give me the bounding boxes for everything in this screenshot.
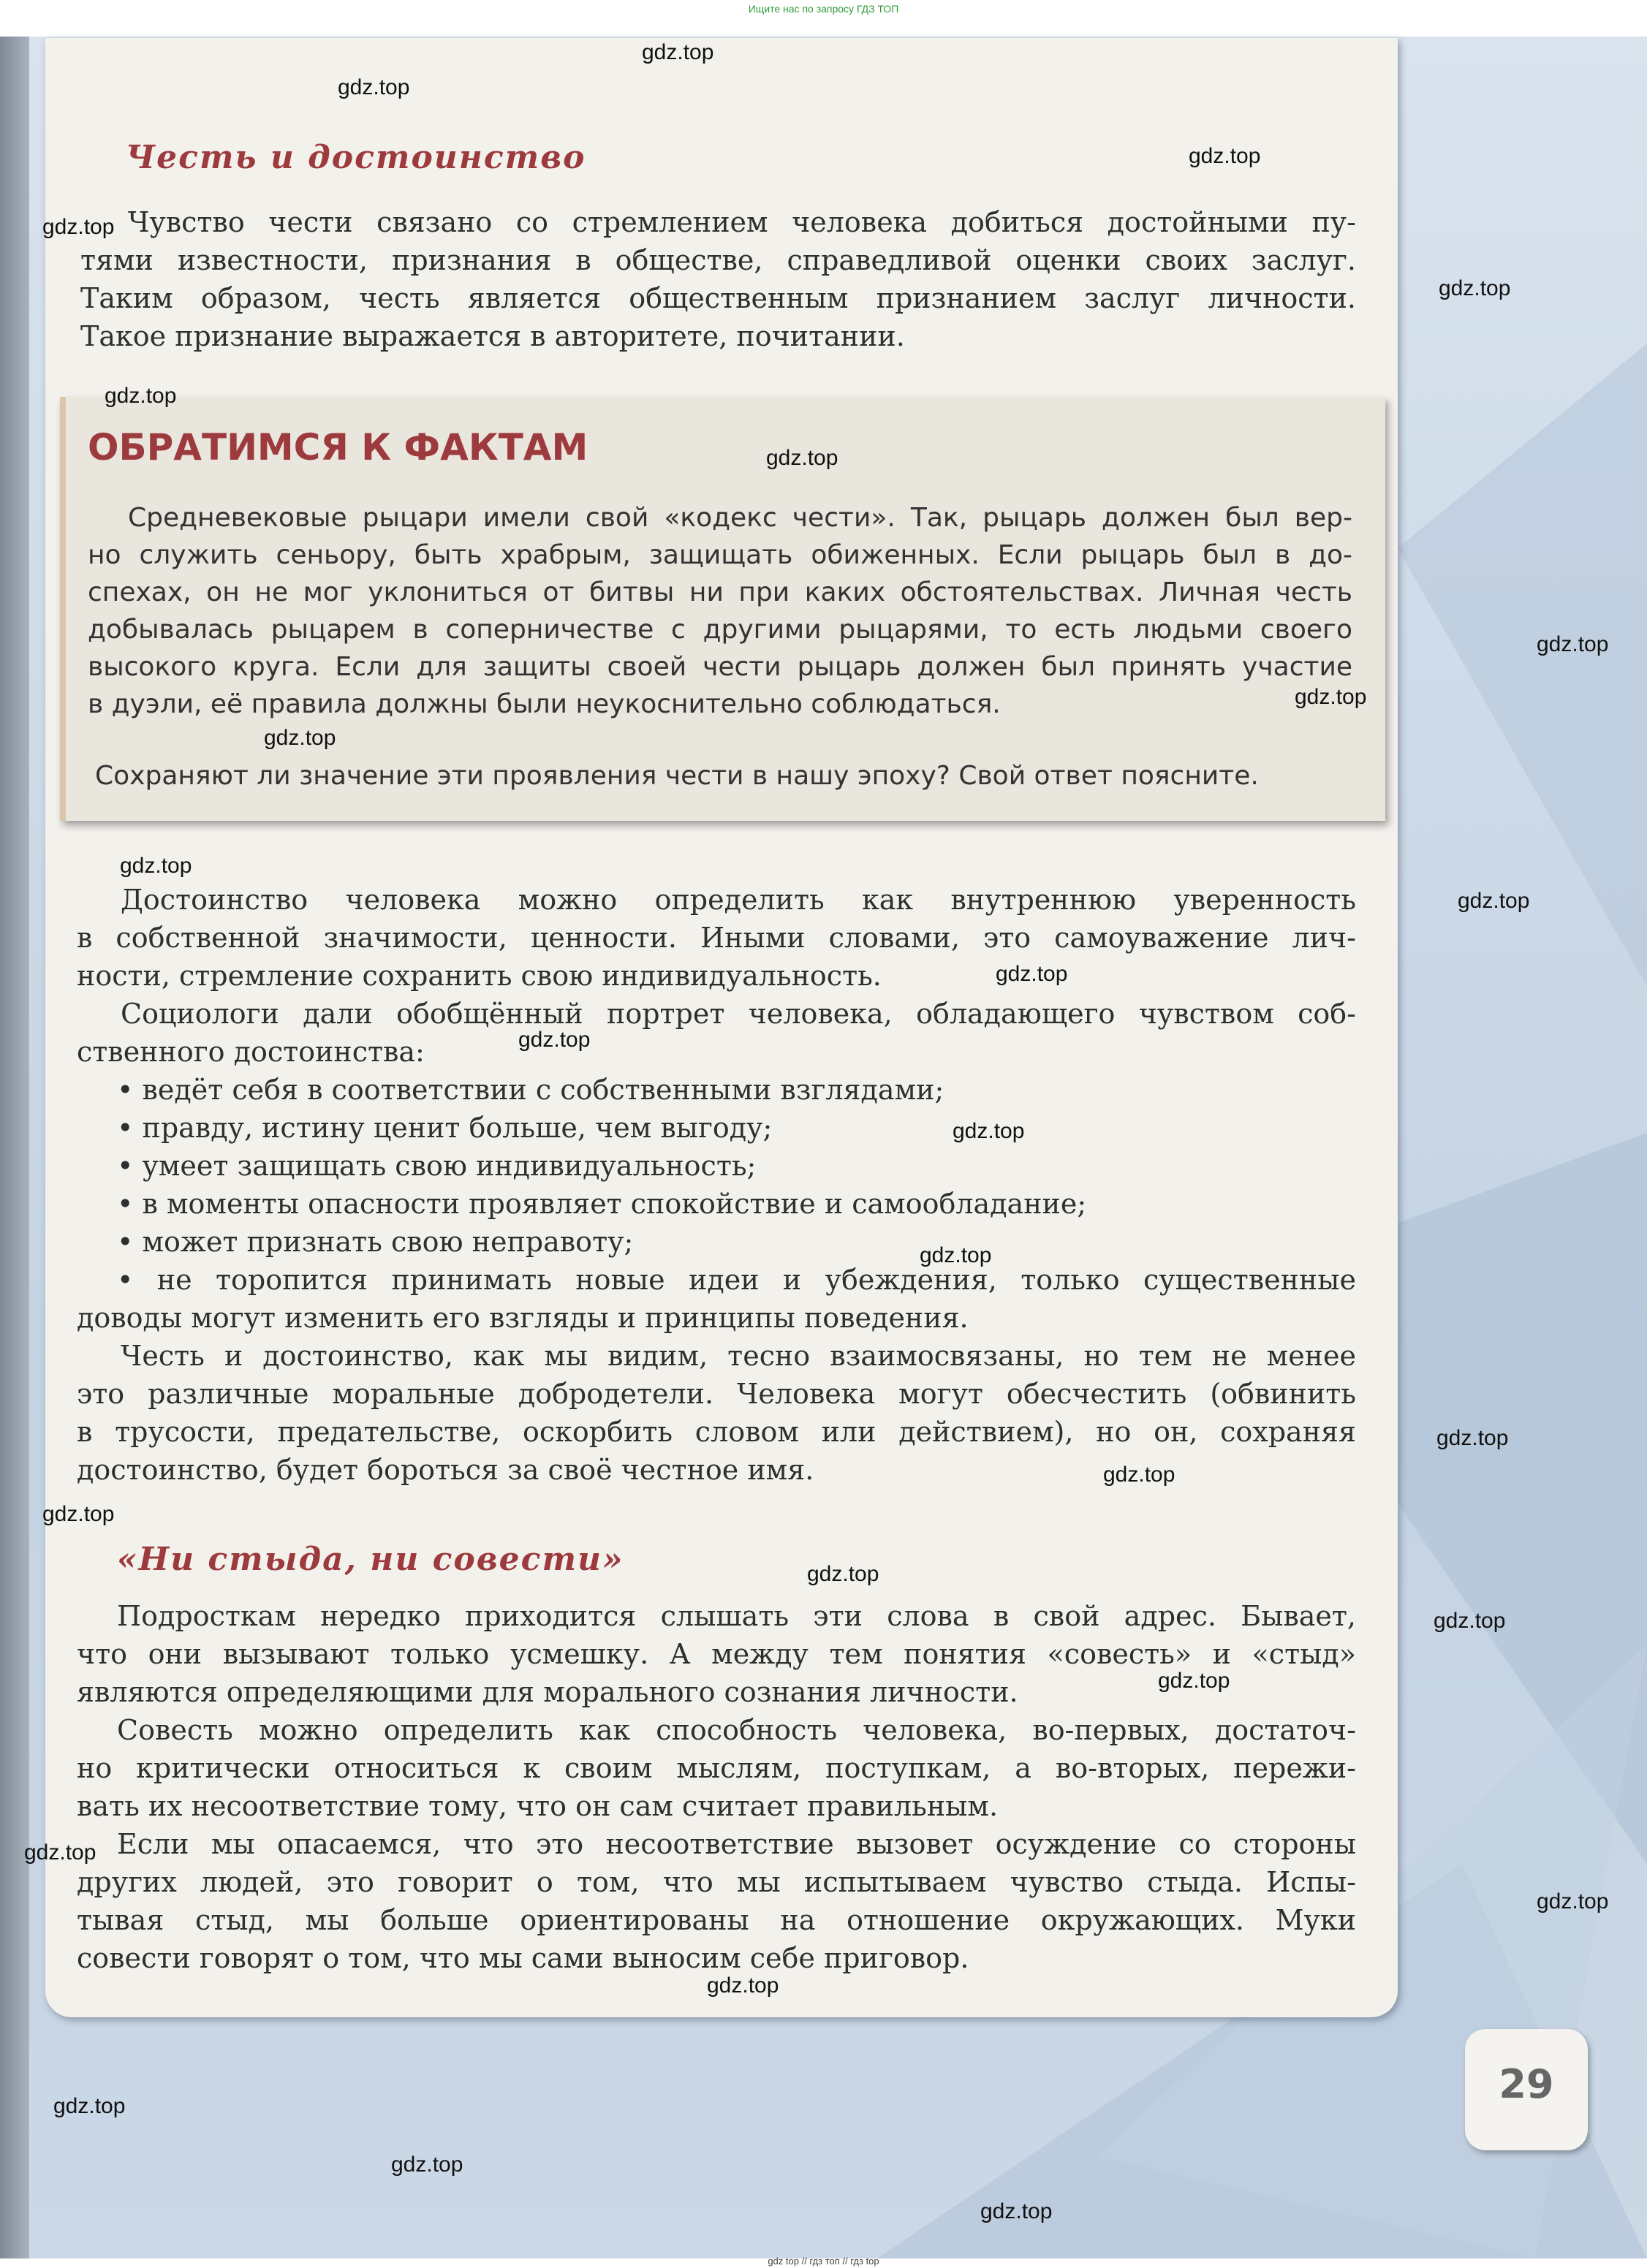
- paragraph-line: это различные моральные добродетели. Человека могут обесчестить (обвинить: [77, 1378, 1356, 1410]
- watermark: gdz.top: [1158, 1669, 1230, 1693]
- paragraph-line: являются определяющими для морального сознания личности.: [77, 1676, 1018, 1708]
- watermark: gdz.top: [920, 1243, 992, 1267]
- list-item: • умеет защищать свою индивидуальность;: [117, 1150, 757, 1182]
- paragraph-line: тями известности, признания в обществе, справедливой оценки своих заслуг.: [80, 244, 1356, 276]
- bottom-banner: gdz top // гдз топ // гдз top: [768, 2256, 879, 2267]
- section-shame-text: [77, 1597, 1356, 1977]
- facts-line: но служить сеньору, быть храбрым, защищать обиженных. Если рыцарь был в до-: [88, 540, 1352, 570]
- watermark: gdz.top: [1537, 1889, 1609, 1914]
- paragraph-line: Таким образом, честь является общественным признанием заслуг личности.: [80, 282, 1356, 314]
- watermark: gdz.top: [1434, 1609, 1506, 1633]
- paragraph-line: в трусости, предательстве, оскорбить словом или действием), но он, сохраняя: [77, 1416, 1356, 1448]
- paragraph-line: в собственной значимости, ценности. Иными словами, это самоуважение лич-: [77, 922, 1356, 954]
- watermark: gdz.top: [1103, 1463, 1175, 1487]
- watermark: gdz.top: [105, 384, 177, 408]
- watermark: gdz.top: [642, 40, 714, 64]
- section-dignity-text: [77, 881, 1356, 1071]
- paragraph-line: Чувство чести связано со стремлением человека добиться достойными пу-: [128, 206, 1356, 238]
- watermark: gdz.top: [1439, 276, 1511, 300]
- watermark: gdz.top: [391, 2153, 463, 2177]
- page-number-box: [1465, 2029, 1588, 2150]
- watermark: gdz.top: [1537, 632, 1609, 656]
- watermark: gdz.top: [264, 726, 336, 750]
- list-item: • может признать свою неправоту;: [117, 1226, 634, 1258]
- list-item: • правду, истину ценит больше, чем выгоду;: [117, 1112, 773, 1144]
- paragraph-line: Совесть можно определить как способность человека, во-первых, достаточ-: [117, 1714, 1356, 1746]
- paragraph-line: доводы могут изменить его взгляды и принципы поведения.: [77, 1302, 969, 1334]
- watermark: gdz.top: [766, 446, 838, 470]
- watermark: gdz.top: [807, 1562, 879, 1586]
- paragraph-line: достоинство, будет бороться за своё честное имя.: [77, 1454, 814, 1486]
- facts-line: добывалась рыцарем в соперничестве с другими рыцарями, то есть людьми своего: [88, 615, 1352, 645]
- watermark: gdz.top: [518, 1028, 591, 1052]
- section-title-shame-conscience: «Ни стыда, ни совести»: [117, 1541, 624, 1578]
- paragraph-line: совести говорят о том, что мы сами выносим себе приговор.: [77, 1942, 969, 1974]
- facts-question: Сохраняют ли значение эти проявления чести в нашу эпоху? Свой ответ поясните.: [95, 761, 1259, 791]
- paragraph-line: что они вызывают только усмешку. А между тем понятия «совесть» и «стыд»: [77, 1638, 1356, 1670]
- watermark: gdz.top: [1295, 685, 1367, 709]
- section-honor-text: [80, 203, 1356, 355]
- facts-line: спехах, он не мог уклониться от битвы ни при каких обстоятельствах. Личная честь: [88, 577, 1352, 607]
- watermark: gdz.top: [953, 1119, 1025, 1143]
- watermark: gdz.top: [707, 1973, 779, 1998]
- list-item: • не торопится принимать новые идеи и убеждения, только существенные: [117, 1264, 1356, 1296]
- watermark: gdz.top: [42, 1502, 115, 1526]
- facts-line: Средневековые рыцари имели свой «кодекс чести». Так, рыцарь должен был вер-: [128, 503, 1352, 533]
- paragraph-line: других людей, это говорит о том, что мы испытываем чувство стыда. Испы-: [77, 1866, 1356, 1898]
- top-banner: Ищите нас по запросу ГДЗ ТОП: [748, 3, 899, 15]
- paragraph-line: Достоинство человека можно определить как внутреннюю уверенность: [121, 884, 1356, 916]
- watermark: gdz.top: [980, 2199, 1053, 2223]
- section-title-honor: Честь и достоинство: [126, 139, 586, 176]
- facts-box-text: [88, 499, 1352, 723]
- paragraph-line: Если мы опасаемся, что это несоответствие вызовет осуждение со стороны: [117, 1828, 1356, 1860]
- watermark: gdz.top: [338, 75, 410, 99]
- watermark: gdz.top: [1458, 889, 1530, 913]
- list-item: • в моменты опасности проявляет спокойствие и самообладание;: [117, 1188, 1087, 1220]
- paragraph-line: ности, стремление сохранить свою индивидуальность.: [77, 960, 882, 992]
- watermark: gdz.top: [42, 215, 115, 239]
- facts-box: [60, 397, 1385, 821]
- facts-line: высокого круга. Если для защиты своей чести рыцарь должен был принять участие: [88, 652, 1352, 682]
- watermark: gdz.top: [120, 854, 192, 878]
- list-item: • ведёт себя в соответствии с собственными взглядами;: [117, 1074, 944, 1106]
- watermark: gdz.top: [53, 2094, 126, 2118]
- paragraph-line: тывая стыд, мы больше ориентированы на отношение окружающих. Муки: [77, 1904, 1356, 1936]
- section-dignity-conclusion: [77, 1299, 1356, 1489]
- paragraph-line: вать их несоответствие тому, что он сам считает правильным.: [77, 1790, 999, 1822]
- paragraph-line: Социологи дали обобщённый портрет человека, обладающего чувством соб-: [121, 998, 1356, 1030]
- paragraph-line: ственного достоинства:: [77, 1036, 425, 1068]
- paragraph-line: Такое признание выражается в авторитете, почитании.: [80, 320, 905, 352]
- page-number: 29: [1499, 2061, 1554, 2107]
- watermark: gdz.top: [24, 1840, 96, 1865]
- facts-box-title: ОБРАТИМСЯ К ФАКТАМ: [88, 426, 588, 469]
- watermark: gdz.top: [996, 962, 1068, 986]
- dignity-traits-list: [117, 1071, 1356, 1299]
- paragraph-line: но критически относиться к своим мыслям, поступкам, а во-вторых, пережи-: [77, 1752, 1356, 1784]
- watermark: gdz.top: [1436, 1426, 1509, 1450]
- paragraph-line: Подросткам нередко приходится слышать эти слова в свой адрес. Бывает,: [117, 1600, 1356, 1632]
- facts-line: в дуэли, её правила должны были неукоснительно соблюдаться.: [88, 689, 1001, 719]
- watermark: gdz.top: [1189, 144, 1261, 168]
- paragraph-line: Честь и достоинство, как мы видим, тесно взаимосвязаны, но тем не менее: [121, 1340, 1356, 1372]
